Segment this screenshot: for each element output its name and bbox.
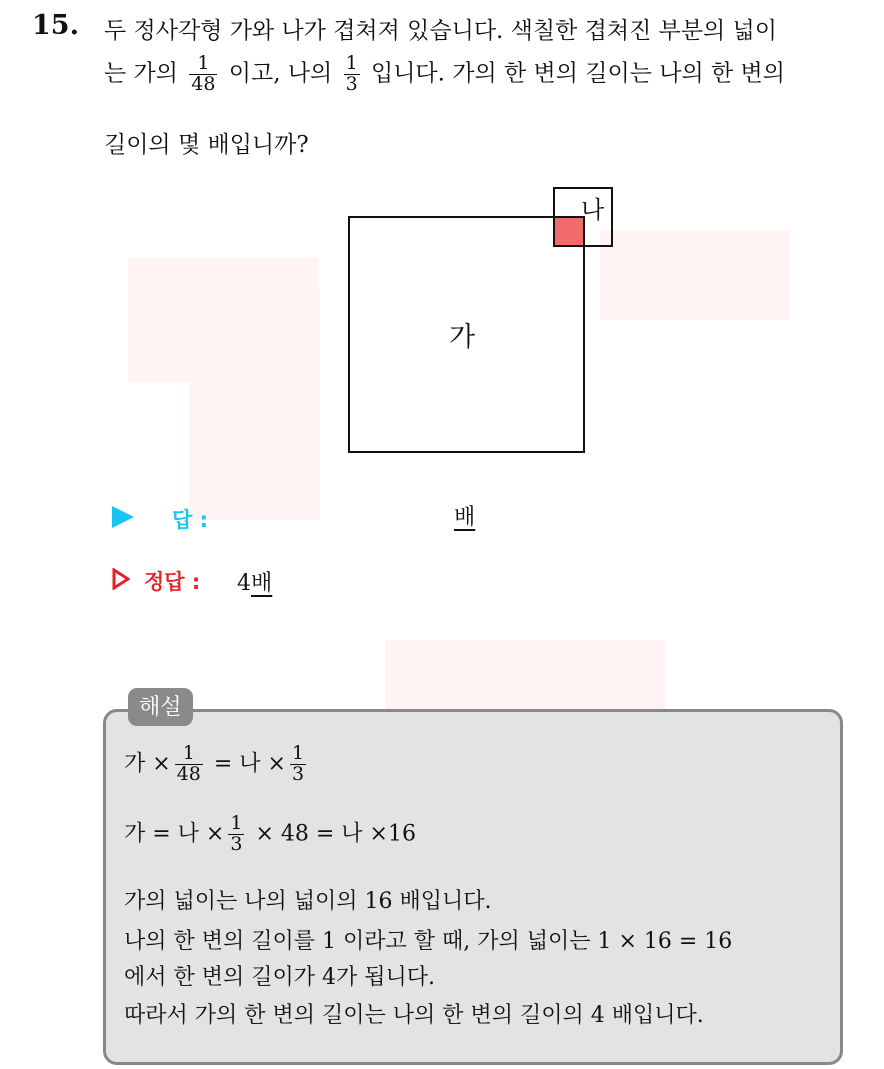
background-wash bbox=[190, 290, 320, 520]
explanation-line: 가의 넓이는 나의 넓이의 16 배입니다. bbox=[124, 889, 492, 914]
explanation-line: 따라서 가의 한 변의 길이는 나의 한 변의 길이의 4 배입니다. bbox=[124, 1003, 704, 1028]
eq-text: 가 = 나 × bbox=[124, 821, 225, 847]
fraction-numerator: 1 bbox=[230, 812, 243, 834]
explanation-line: 에서 한 변의 길이가 4가 됩니다. bbox=[124, 965, 435, 990]
answer-arrow-icon bbox=[112, 506, 134, 528]
fraction-1-48 bbox=[175, 744, 203, 785]
square-ga-label: 가 bbox=[449, 322, 476, 353]
correct-answer-arrow-icon bbox=[112, 568, 130, 590]
correct-answer-value bbox=[237, 566, 272, 597]
fraction-1-3 bbox=[290, 744, 306, 785]
correct-answer-unit: 배 bbox=[251, 571, 273, 596]
answer-blank-unit: 배 bbox=[454, 505, 476, 530]
question-line-2 bbox=[104, 54, 785, 95]
fraction-1-3 bbox=[344, 54, 360, 95]
correct-answer-number: 4 bbox=[237, 571, 251, 596]
fraction-numerator: 1 bbox=[345, 52, 358, 74]
explanation-equation-1 bbox=[124, 744, 310, 785]
fraction-1-3 bbox=[228, 814, 244, 855]
question-text: 이고, 나의 bbox=[228, 60, 333, 87]
eq-text: 가 × bbox=[124, 751, 171, 777]
question-text: 는 가의 bbox=[104, 60, 178, 87]
fraction-numerator: 1 bbox=[175, 744, 203, 765]
eq-text: = 나 × bbox=[213, 751, 286, 777]
fraction-denominator: 48 bbox=[176, 762, 201, 785]
explanation-equation-2 bbox=[124, 814, 416, 855]
fraction-numerator: 1 bbox=[189, 54, 217, 75]
fraction-1-48 bbox=[189, 54, 217, 95]
explanation-line: 나의 한 변의 길이를 1 이라고 할 때, 가의 넓이는 1 × 16 = 16 bbox=[124, 929, 733, 954]
question-number: 15. bbox=[32, 10, 79, 41]
correct-answer-label: 정답 : bbox=[144, 570, 201, 594]
fraction-denominator: 3 bbox=[230, 832, 243, 855]
background-wash bbox=[600, 230, 790, 320]
question-text: 입니다. 가의 한 변의 길이는 나의 한 변의 bbox=[371, 60, 785, 87]
fraction-denominator: 3 bbox=[345, 72, 358, 95]
fraction-denominator: 48 bbox=[191, 72, 216, 95]
answer-label: 답 : bbox=[172, 508, 208, 532]
question-line-3: 길이의 몇 배입니까? bbox=[104, 132, 309, 158]
square-na-label: 나 bbox=[581, 196, 605, 224]
eq-text: × 48 = 나 ×16 bbox=[255, 821, 416, 847]
background-wash bbox=[385, 640, 665, 710]
fraction-denominator: 3 bbox=[291, 762, 305, 785]
fraction-numerator: 1 bbox=[291, 742, 305, 764]
question-line-1: 두 정사각형 가와 나가 겹쳐져 있습니다. 색칠한 겹쳐진 부분의 넓이 bbox=[104, 18, 777, 44]
explanation-tab: 해설 bbox=[128, 688, 193, 726]
